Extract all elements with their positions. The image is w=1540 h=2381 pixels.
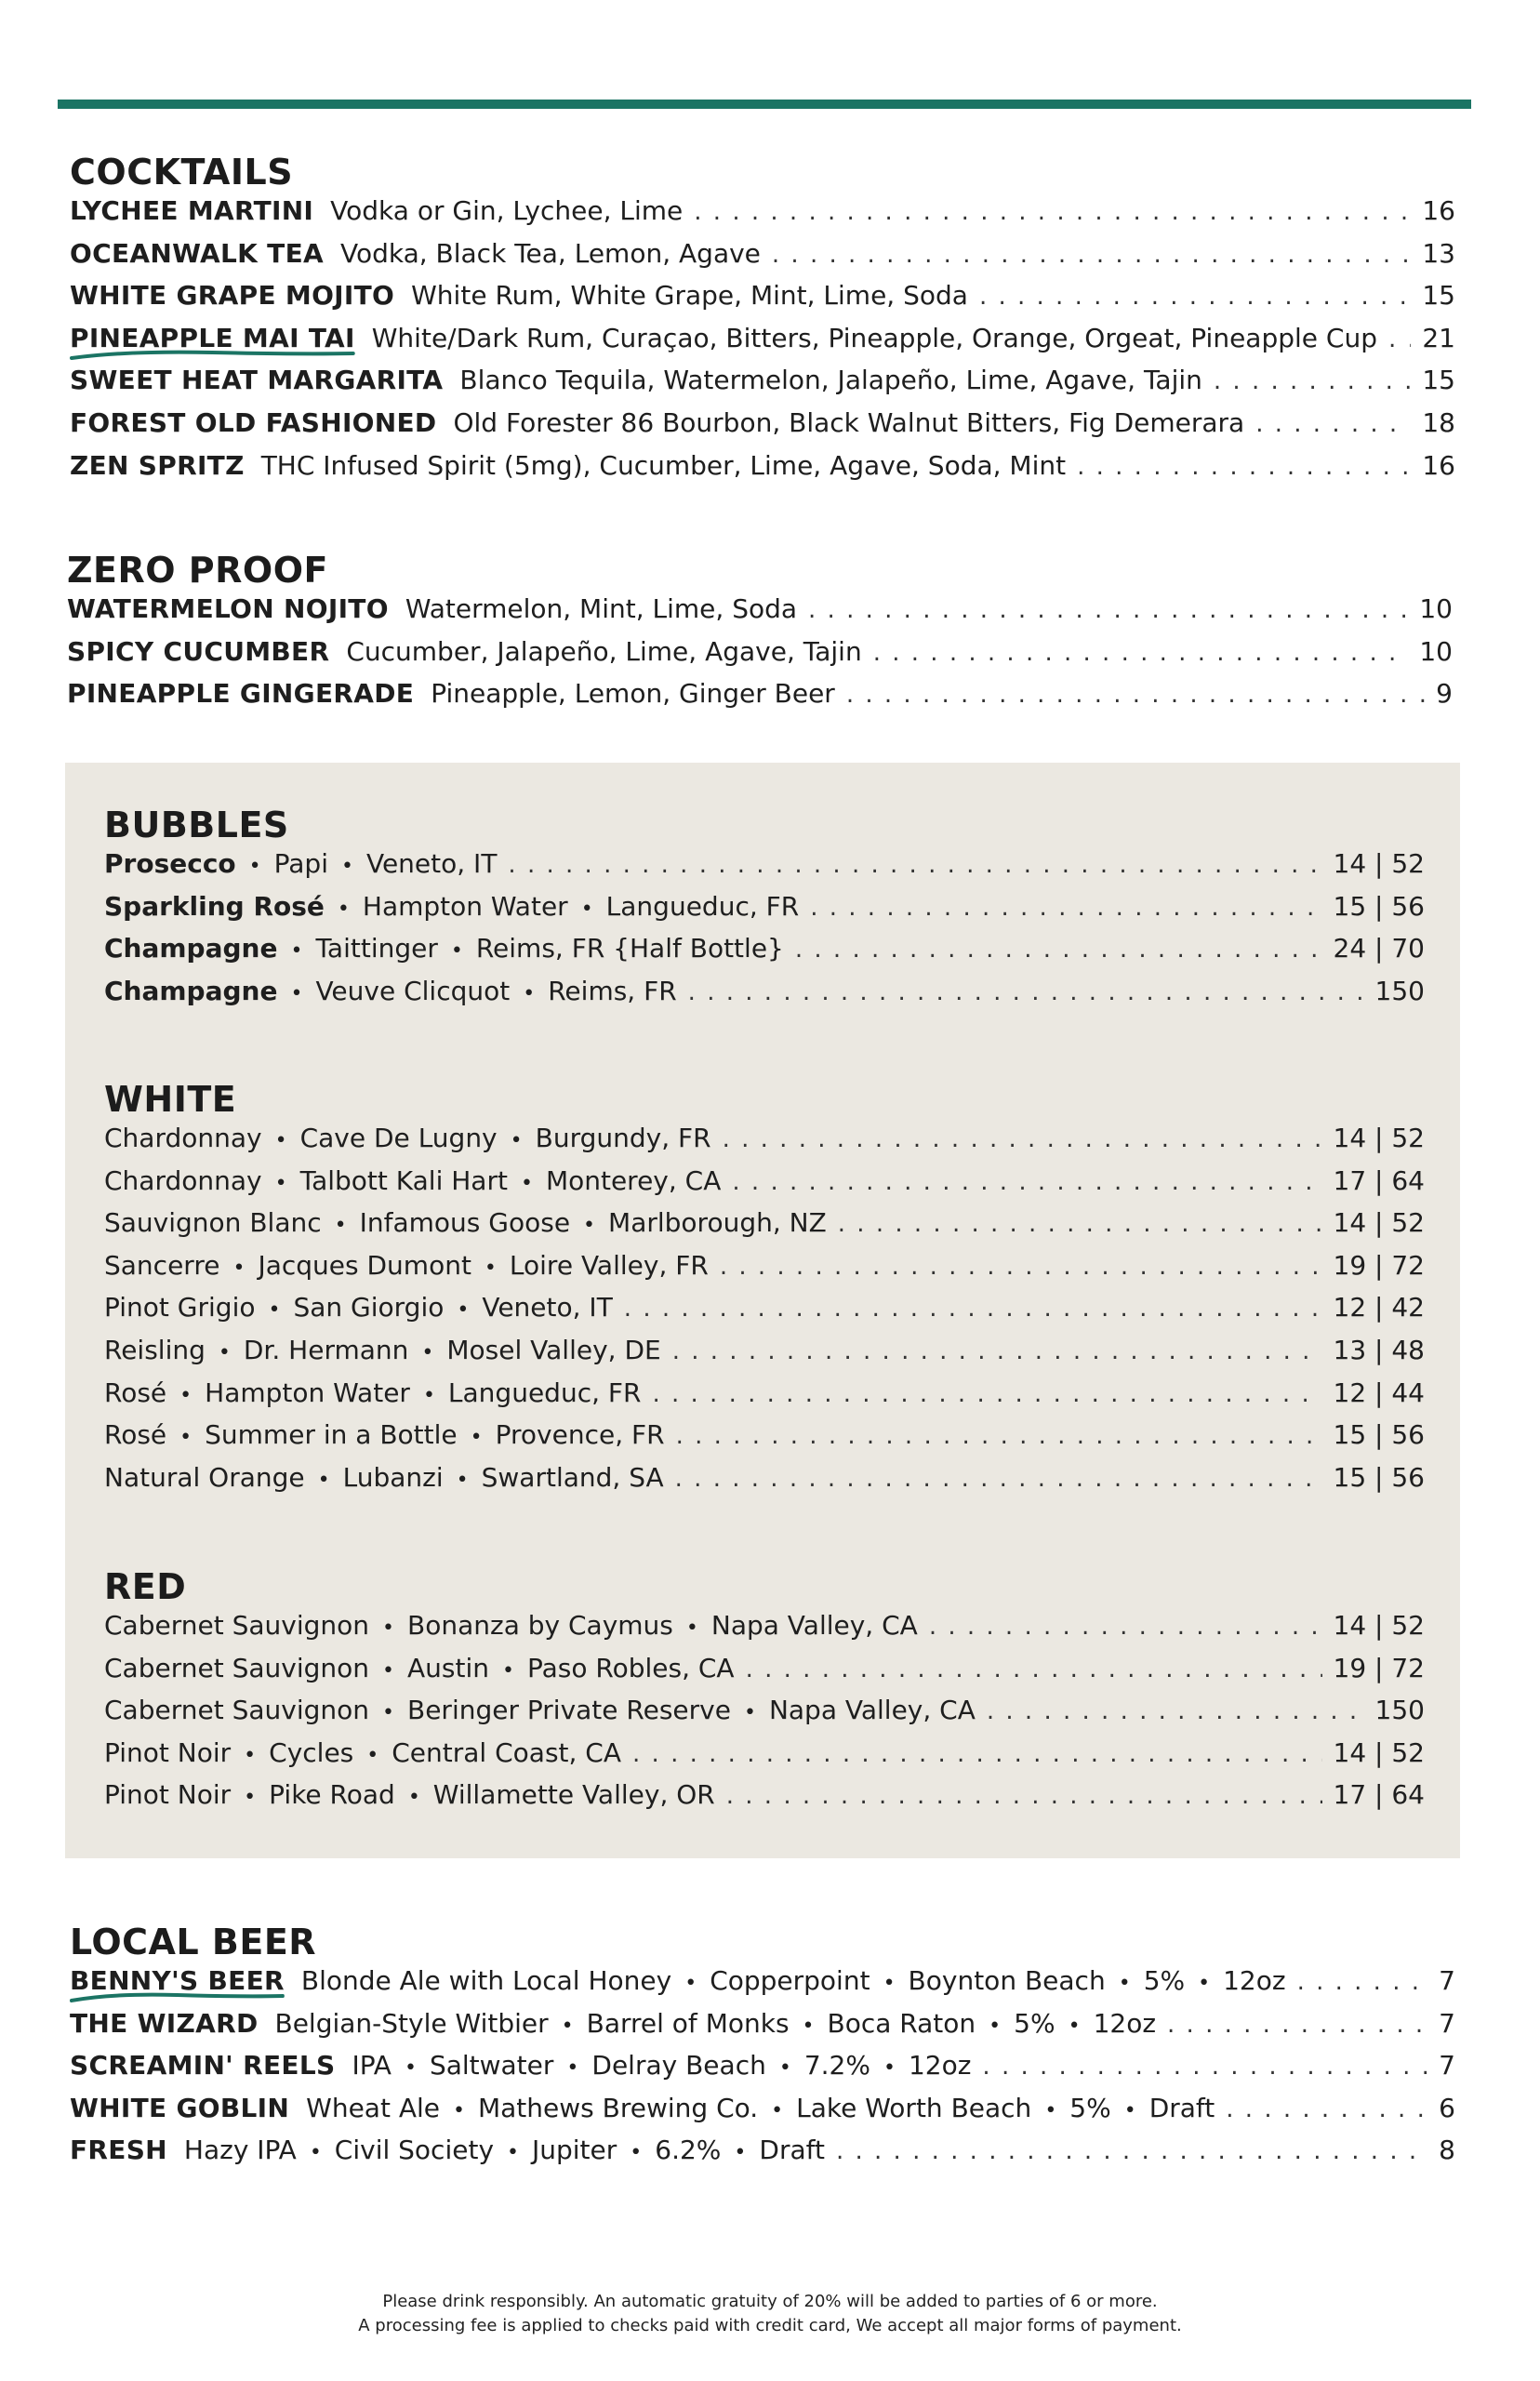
- item-detail: 5%: [1014, 2007, 1055, 2039]
- brush-underline-icon: [70, 1992, 285, 2003]
- item-name: THE WIZARD: [70, 2007, 259, 2039]
- item-name: PINEAPPLE GINGERADE: [67, 678, 415, 710]
- wine-producer: Taittinger: [315, 933, 438, 964]
- bullet-separator: •: [366, 1743, 379, 1767]
- bullet-separator: •: [1068, 2014, 1081, 2038]
- bullet-separator: •: [290, 981, 303, 1005]
- wine-region: Swartland, SA: [481, 1461, 664, 1493]
- dot-leader: [808, 596, 1408, 624]
- bullet-separator: •: [382, 1658, 394, 1683]
- menu-item-row: [70, 2008, 1455, 2051]
- item-detail: Lake Worth Beach: [796, 2092, 1032, 2123]
- brush-underline-icon: [70, 350, 355, 361]
- item-detail: 12oz: [908, 2050, 972, 2082]
- wine-type: Prosecco: [104, 848, 236, 879]
- menu-item-row: [104, 1377, 1425, 1420]
- item-description: White/Dark Rum, Curaçao, Bitters, Pineapple, Orange, Orgeat, Pineapple Cup: [371, 322, 1377, 353]
- cocktail-list: [70, 195, 1455, 492]
- bullet-separator: •: [583, 1214, 596, 1238]
- wine-region: Marlborough, NZ: [608, 1207, 827, 1239]
- item-price: 17 | 64: [1333, 1164, 1425, 1196]
- item-name: WHITE GRAPE MOJITO: [70, 280, 395, 312]
- dot-leader: [1226, 2095, 1427, 2123]
- menu-item-row: [70, 195, 1455, 238]
- bullet-separator: •: [274, 1171, 287, 1195]
- menu-item-row: [70, 2093, 1455, 2135]
- item-detail: Hazy IPA: [183, 2135, 297, 2166]
- item-price: 14 | 52: [1333, 848, 1425, 879]
- item-name: FRESH: [70, 2135, 167, 2166]
- item-name: BENNY'S BEER: [70, 1965, 285, 1996]
- item-price: 13: [1422, 237, 1455, 269]
- item-detail: 5%: [1069, 2092, 1111, 2123]
- wine-region: Mosel Valley, DE: [446, 1334, 661, 1365]
- item-detail: Boynton Beach: [908, 1965, 1106, 1996]
- item-name: WHITE GOBLIN: [70, 2092, 290, 2123]
- item-price: 14 | 52: [1333, 1207, 1425, 1239]
- item-detail: Jupiter: [532, 2135, 617, 2166]
- bullet-separator: •: [248, 855, 261, 878]
- bullet-separator: •: [580, 897, 593, 921]
- item-detail: Mathews Brewing Co.: [477, 2092, 759, 2123]
- bubbles-section: [104, 802, 1425, 1018]
- menu-item-row: [104, 1737, 1425, 1780]
- item-price: 24 | 70: [1333, 933, 1425, 964]
- wine-region: Reims, FR {Half Bottle}: [475, 933, 784, 964]
- wine-type: Cabernet Sauvignon: [104, 1610, 370, 1641]
- item-price: 15: [1422, 280, 1455, 312]
- section-title: RED: [104, 1566, 187, 1607]
- bullet-separator: •: [309, 2141, 322, 2165]
- menu-item-row: [104, 976, 1425, 1018]
- item-detail: Blonde Ale with Local Honey: [300, 1965, 672, 1996]
- item-name: WATERMELON NOJITO: [67, 593, 389, 624]
- dot-leader: [1255, 410, 1411, 438]
- menu-item-row: [67, 636, 1453, 679]
- wine-type: Pinot Noir: [104, 1736, 232, 1768]
- wine-region: Langueduc, FR: [605, 890, 800, 922]
- item-name: SPICY CUCUMBER: [67, 635, 330, 667]
- bullet-separator: •: [502, 1658, 514, 1683]
- wine-region: Paso Robles, CA: [526, 1652, 735, 1683]
- wine-region: Central Coast, CA: [392, 1736, 622, 1768]
- item-description: Old Forester 86 Bourbon, Black Walnut Bitters, Fig Demerara: [453, 406, 1245, 438]
- wine-type: Rosé: [104, 1419, 167, 1451]
- bubbles-list: [104, 848, 1425, 1018]
- bullet-separator: •: [989, 2014, 1002, 2038]
- item-name: ZEN SPRITZ: [70, 449, 245, 481]
- dot-leader: [652, 1380, 1321, 1408]
- dot-leader: [1167, 2011, 1427, 2039]
- menu-item-row: [70, 323, 1455, 366]
- footer-line-1: Please drink responsibly. An automatic gratuity of 20% will be added to parties of 6 or more.: [382, 2292, 1158, 2311]
- item-price: 19 | 72: [1333, 1652, 1425, 1683]
- item-description: Cucumber, Jalapeño, Lime, Agave, Tajin: [346, 635, 862, 667]
- top-divider: [58, 100, 1471, 109]
- dot-leader: [772, 241, 1411, 269]
- wine-producer: Beringer Private Reserve: [407, 1695, 731, 1726]
- bullet-separator: •: [684, 1972, 697, 1995]
- bullet-separator: •: [1198, 1972, 1211, 1995]
- wine-type: Cabernet Sauvignon: [104, 1695, 370, 1726]
- bullet-separator: •: [340, 855, 353, 878]
- menu-item-row: [104, 1462, 1425, 1505]
- bullet-separator: •: [457, 1298, 470, 1323]
- menu-item-row: [104, 1292, 1425, 1335]
- zero-proof-section: [67, 547, 1453, 721]
- dot-leader: [795, 936, 1322, 964]
- item-detail: 5%: [1143, 1965, 1186, 1996]
- item-detail: Boca Raton: [827, 2007, 976, 2039]
- wine-producer: Dr. Hermann: [243, 1334, 409, 1365]
- bullet-separator: •: [520, 1171, 533, 1195]
- item-price: 10: [1419, 635, 1453, 667]
- dot-leader: [675, 1465, 1322, 1493]
- menu-item-row: [70, 1965, 1455, 2008]
- bullet-separator: •: [484, 1256, 497, 1280]
- wine-region: Monterey, CA: [545, 1164, 722, 1196]
- bullet-separator: •: [179, 1426, 192, 1450]
- item-price: 14 | 52: [1333, 1123, 1425, 1153]
- local-beer-section: [70, 1919, 1455, 2177]
- bullet-separator: •: [734, 2141, 747, 2165]
- bullet-separator: •: [404, 2056, 417, 2081]
- zero-proof-list: [67, 593, 1453, 721]
- item-price: 14 | 52: [1333, 1736, 1425, 1768]
- section-title: COCKTAILS: [70, 152, 294, 193]
- wine-type: Chardonnay: [104, 1123, 262, 1153]
- menu-item-row: [67, 593, 1453, 636]
- item-price: 16: [1422, 195, 1455, 226]
- wine-producer: Infamous Goose: [359, 1207, 571, 1239]
- wine-producer: Veuve Clicquot: [315, 975, 511, 1006]
- item-name: PINEAPPLE MAI TAI: [70, 323, 355, 353]
- footer-line-2: A processing fee is applied to checks paid with credit card, We accept all major forms of payment.: [358, 2316, 1182, 2335]
- item-detail: 6.2%: [655, 2135, 722, 2166]
- wine-region: Reims, FR: [548, 975, 677, 1006]
- dot-leader: [1077, 453, 1411, 481]
- item-detail: Barrel of Monks: [586, 2007, 790, 2039]
- menu-item-row: [104, 848, 1425, 891]
- dot-leader: [508, 851, 1321, 879]
- wine-producer: Hampton Water: [362, 890, 568, 922]
- item-detail: Saltwater: [429, 2050, 554, 2082]
- item-detail: Belgian-Style Witbier: [274, 2007, 549, 2039]
- bullet-separator: •: [470, 1426, 483, 1450]
- menu-item-row: [104, 1335, 1425, 1377]
- item-price: 19 | 72: [1333, 1249, 1425, 1281]
- bullet-separator: •: [421, 1340, 434, 1364]
- bullet-separator: •: [507, 2141, 519, 2165]
- red-section: [104, 1563, 1425, 1822]
- dot-leader: [1297, 1968, 1428, 1996]
- bullet-separator: •: [771, 2098, 784, 2122]
- bullet-separator: •: [1044, 2098, 1057, 2122]
- bullet-separator: •: [244, 1786, 257, 1810]
- menu-item-row: [104, 1207, 1425, 1250]
- white-section: [104, 1076, 1425, 1504]
- item-name: FOREST OLD FASHIONED: [70, 406, 437, 438]
- bullet-separator: •: [290, 939, 303, 964]
- menu-item-row: [70, 365, 1455, 407]
- item-description: White Rum, White Grape, Mint, Lime, Soda: [411, 280, 968, 312]
- wine-producer: Jacques Dumont: [258, 1249, 471, 1281]
- item-price: 12 | 42: [1333, 1292, 1425, 1324]
- item-detail: 12oz: [1223, 1965, 1286, 1996]
- menu-item-row: [70, 407, 1455, 450]
- menu-item-row: [104, 1250, 1425, 1293]
- item-detail: Delray Beach: [591, 2050, 766, 2082]
- bullet-separator: •: [743, 1701, 756, 1725]
- menu-item-row: [104, 1610, 1425, 1653]
- item-price: 15 | 56: [1333, 1419, 1425, 1451]
- item-price: 7: [1439, 1965, 1455, 1996]
- item-price: 150: [1374, 975, 1425, 1006]
- wine-type: Pinot Grigio: [104, 1292, 256, 1324]
- wine-region: Veneto, IT: [482, 1292, 613, 1324]
- menu-item-row: [70, 280, 1455, 323]
- item-name: SWEET HEAT MARGARITA: [70, 365, 444, 396]
- menu-item-row: [70, 450, 1455, 493]
- dot-leader: [624, 1295, 1322, 1323]
- bullet-separator: •: [450, 939, 463, 964]
- wine-type: Sparkling Rosé: [104, 890, 325, 922]
- wine-region: Burgundy, FR: [535, 1123, 711, 1153]
- bullet-separator: •: [453, 2098, 465, 2122]
- item-description: Vodka or Gin, Lychee, Lime: [330, 195, 684, 226]
- item-price: 16: [1422, 449, 1455, 481]
- bullet-separator: •: [883, 2056, 896, 2081]
- wine-type: Cabernet Sauvignon: [104, 1652, 370, 1683]
- wine-type: Sancerre: [104, 1249, 220, 1281]
- dot-leader: [979, 283, 1411, 311]
- wine-producer: Papi: [273, 848, 328, 879]
- section-title: ZERO PROOF: [67, 550, 328, 591]
- bullet-separator: •: [317, 1468, 330, 1492]
- item-price: 7: [1439, 2050, 1455, 2082]
- bullet-separator: •: [523, 981, 536, 1005]
- white-list: [104, 1123, 1425, 1504]
- item-price: 15 | 56: [1333, 890, 1425, 922]
- wine-region: Veneto, IT: [365, 848, 498, 879]
- item-detail: Civil Society: [334, 2135, 495, 2166]
- bullet-separator: •: [685, 1616, 698, 1640]
- bullet-separator: •: [778, 2056, 791, 2081]
- dot-leader: [688, 978, 1364, 1006]
- item-detail: Draft: [1148, 2092, 1215, 2123]
- wine-producer: Talbott Kali Hart: [299, 1164, 508, 1196]
- wine-type: Champagne: [104, 975, 278, 1006]
- dot-leader: [873, 639, 1409, 667]
- menu-item-row: [104, 933, 1425, 976]
- beer-list: [70, 1965, 1455, 2177]
- wine-region: Willamette Valley, OR: [432, 1779, 715, 1811]
- cocktails-section: [70, 149, 1455, 492]
- dot-leader: [672, 1337, 1322, 1365]
- wine-region: Napa Valley, CA: [768, 1695, 976, 1726]
- item-price: 15: [1422, 365, 1455, 396]
- section-title: BUBBLES: [104, 805, 289, 845]
- dot-leader: [838, 1210, 1322, 1238]
- dot-leader: [723, 1125, 1322, 1153]
- menu-item-row: [104, 1653, 1425, 1696]
- item-price: 10: [1419, 593, 1453, 624]
- item-price: 8: [1439, 2135, 1455, 2166]
- wine-producer: Bonanza by Caymus: [407, 1610, 673, 1641]
- bullet-separator: •: [337, 897, 350, 921]
- item-price: 18: [1422, 406, 1455, 438]
- bullet-separator: •: [456, 1468, 469, 1492]
- bullet-separator: •: [274, 1129, 287, 1152]
- wine-region: Provence, FR: [495, 1419, 665, 1451]
- dot-leader: [694, 198, 1411, 226]
- wine-producer: Cycles: [269, 1736, 354, 1768]
- dot-leader: [846, 681, 1425, 709]
- item-detail: 7.2%: [803, 2050, 870, 2082]
- menu-item-row: [70, 2135, 1455, 2177]
- wine-producer: Lubanzi: [342, 1461, 444, 1493]
- dot-leader: [732, 1168, 1321, 1196]
- bullet-separator: •: [179, 1383, 192, 1407]
- bullet-separator: •: [1118, 1972, 1131, 1995]
- item-name: SCREAMIN' REELS: [70, 2050, 336, 2082]
- item-description: Vodka, Black Tea, Lemon, Agave: [339, 237, 761, 269]
- menu-item-row: [104, 1779, 1425, 1822]
- wine-type: Natural Orange: [104, 1461, 305, 1493]
- dot-leader: [836, 2137, 1427, 2165]
- section-title: LOCAL BEER: [70, 1922, 317, 1962]
- item-price: 14 | 52: [1333, 1610, 1425, 1641]
- item-price: 7: [1439, 2007, 1455, 2039]
- menu-item-row: [70, 2050, 1455, 2093]
- dot-leader: [810, 894, 1321, 922]
- bullet-separator: •: [268, 1298, 281, 1323]
- dot-leader: [987, 1697, 1364, 1725]
- item-name: OCEANWALK TEA: [70, 237, 324, 269]
- item-price: 21: [1422, 322, 1455, 353]
- bullet-separator: •: [510, 1129, 523, 1152]
- wine-producer: San Giorgio: [293, 1292, 445, 1324]
- item-description: Pineapple, Lemon, Ginger Beer: [431, 678, 835, 710]
- wine-type: Chardonnay: [104, 1164, 262, 1196]
- item-detail: 12oz: [1093, 2007, 1157, 2039]
- item-price: 150: [1374, 1695, 1425, 1726]
- menu-item-row: [104, 891, 1425, 934]
- menu-item-row: [104, 1419, 1425, 1462]
- dot-leader: [929, 1613, 1322, 1641]
- bullet-separator: •: [802, 2014, 815, 2038]
- menu-item-row: [67, 678, 1453, 721]
- wine-type: Reisling: [104, 1334, 206, 1365]
- wine-type: Pinot Noir: [104, 1779, 232, 1811]
- bullet-separator: •: [630, 2141, 643, 2165]
- wine-type: Sauvignon Blanc: [104, 1207, 322, 1239]
- item-detail: Copperpoint: [710, 1965, 870, 1996]
- wine-producer: Summer in a Bottle: [205, 1419, 458, 1451]
- wine-type: Rosé: [104, 1377, 167, 1408]
- bullet-separator: •: [561, 2014, 574, 2038]
- wine-region: Langueduc, FR: [447, 1377, 642, 1408]
- item-price: 6: [1439, 2092, 1455, 2123]
- red-list: [104, 1610, 1425, 1822]
- item-price: 15 | 56: [1333, 1461, 1425, 1493]
- footer-note: [0, 2290, 1540, 2338]
- item-price: 12 | 44: [1333, 1377, 1425, 1408]
- wine-region: Loire Valley, FR: [509, 1249, 709, 1281]
- bullet-separator: •: [232, 1256, 246, 1280]
- bullet-separator: •: [382, 1616, 394, 1640]
- wine-producer: Pike Road: [269, 1779, 395, 1811]
- bullet-separator: •: [422, 1383, 435, 1407]
- item-description: Blanco Tequila, Watermelon, Jalapeño, Lime, Agave, Tajin: [459, 365, 1202, 396]
- wine-producer: Austin: [407, 1652, 489, 1683]
- item-price: 17 | 64: [1333, 1779, 1425, 1811]
- wine-producer: Hampton Water: [205, 1377, 410, 1408]
- bullet-separator: •: [218, 1340, 231, 1364]
- bullet-separator: •: [566, 2056, 579, 2081]
- section-title: WHITE: [104, 1079, 237, 1120]
- bullet-separator: •: [334, 1214, 347, 1238]
- item-detail: Wheat Ale: [306, 2092, 440, 2123]
- bullet-separator: •: [244, 1743, 257, 1767]
- dot-leader: [1388, 326, 1411, 353]
- item-description: THC Infused Spirit (5mg), Cucumber, Lime, Agave, Soda, Mint: [260, 449, 1067, 481]
- bullet-separator: •: [382, 1701, 394, 1725]
- menu-item-row: [104, 1123, 1425, 1165]
- dot-leader: [746, 1656, 1322, 1683]
- dot-leader: [1214, 367, 1411, 395]
- bullet-separator: •: [883, 1972, 896, 1995]
- menu-item-row: [70, 238, 1455, 281]
- dot-leader: [726, 1782, 1322, 1810]
- dot-leader: [720, 1253, 1322, 1281]
- wine-region: Napa Valley, CA: [710, 1610, 918, 1641]
- bullet-separator: •: [407, 1786, 420, 1810]
- item-description: Watermelon, Mint, Lime, Soda: [405, 593, 798, 624]
- menu-item-row: [104, 1695, 1425, 1737]
- item-detail: Draft: [759, 2135, 825, 2166]
- item-price: 13 | 48: [1333, 1334, 1425, 1365]
- item-price: 9: [1436, 678, 1453, 710]
- wine-type: Champagne: [104, 933, 278, 964]
- bullet-separator: •: [1123, 2098, 1136, 2122]
- item-detail: IPA: [352, 2050, 392, 2082]
- dot-leader: [632, 1740, 1321, 1768]
- item-name: LYCHEE MARTINI: [70, 195, 314, 226]
- menu-item-row: [104, 1165, 1425, 1208]
- wine-producer: Cave De Lugny: [299, 1123, 498, 1153]
- dot-leader: [676, 1422, 1322, 1450]
- dot-leader: [982, 2053, 1427, 2081]
